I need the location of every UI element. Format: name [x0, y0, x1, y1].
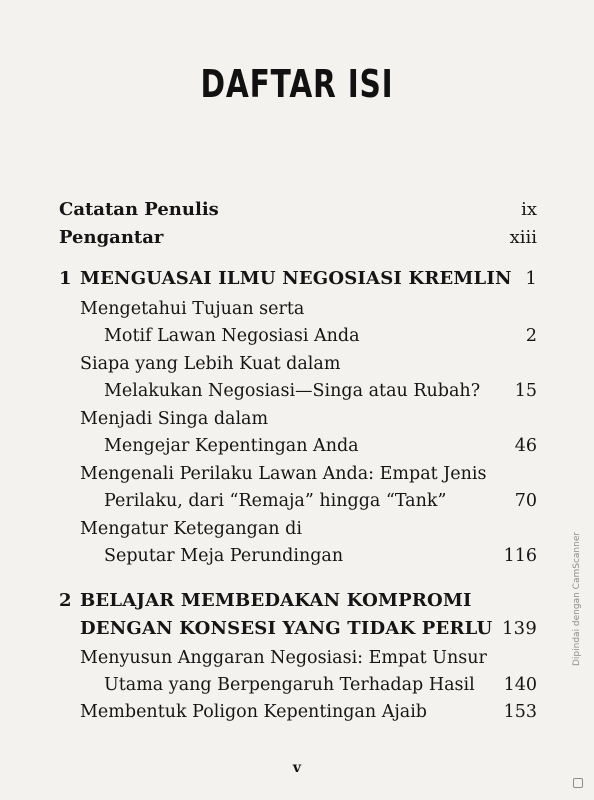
toc-page-number: 70 [514, 491, 537, 511]
toc-entry [0, 294, 594, 324]
toc-entry-continuation [0, 486, 594, 516]
toc-entry-text: Melakukan Negosiasi—Singa atau Rubah? [104, 381, 481, 401]
toc-page-number: 15 [514, 381, 537, 401]
toc-entry-continuation [0, 376, 594, 406]
toc-entry-continuation [0, 541, 594, 571]
toc-front-item [0, 195, 594, 225]
toc-entry-text: Menyusun Anggaran Negosiasi: Empat Unsur [80, 648, 487, 668]
toc-chapter-heading [0, 264, 594, 294]
toc-entry-text: Siapa yang Lebih Kuat dalam [80, 354, 341, 374]
toc-entry-text: Utama yang Berpengaruh Terhadap Hasil [104, 675, 475, 695]
toc-entry [0, 404, 594, 434]
toc-page-number: 139 [502, 618, 537, 639]
toc-entry-text: Mengetahui Tujuan serta [80, 299, 305, 319]
toc-entry-text: Seputar Meja Perundingan [104, 546, 344, 566]
toc-front-label: Pengantar [59, 227, 164, 248]
toc-page-number: 46 [514, 436, 537, 456]
toc-page-number: 2 [525, 326, 537, 346]
page-title: DAFTAR ISI [200, 62, 394, 106]
toc-entry-text: Mengatur Ketegangan di [80, 519, 302, 539]
toc-entry [0, 349, 594, 379]
toc-entry-continuation [0, 321, 594, 351]
toc-page-number: ix [521, 199, 537, 220]
toc-chapter-heading [0, 586, 594, 616]
toc-front-label: Catatan Penulis [59, 199, 219, 220]
toc-entry-text: Motif Lawan Negosiasi Anda [104, 326, 360, 346]
toc-chapter-heading-continuation [0, 614, 594, 644]
chapter-title: DENGAN KONSESI YANG TIDAK PERLU [80, 618, 493, 639]
toc-entry-continuation [0, 670, 594, 700]
toc-entry-continuation [0, 431, 594, 461]
toc-front-item [0, 223, 594, 253]
toc-entry-text: Perilaku, dari “Remaja” hingga “Tank” [104, 491, 447, 511]
chapter-number: 1 [59, 268, 72, 289]
chapter-title: MENGUASAI ILMU NEGOSIASI KREMLIN [80, 268, 512, 289]
toc-entry [0, 643, 594, 673]
toc-entry-text: Membentuk Poligon Kepentingan Ajaib [80, 702, 427, 722]
scanner-watermark: Dipindai dengan CamScanner [572, 531, 582, 666]
toc-page-number: xiii [509, 227, 537, 248]
toc-entry-text: Mengejar Kepentingan Anda [104, 436, 359, 456]
toc-entry-text: Menjadi Singa dalam [80, 409, 269, 429]
toc-page-number: 140 [503, 675, 537, 695]
toc-entry-text: Mengenali Perilaku Lawan Anda: Empat Jenis [80, 464, 487, 484]
camscanner-icon [573, 778, 583, 788]
toc-page-number: 116 [503, 546, 537, 566]
chapter-number: 2 [59, 590, 72, 611]
toc-entry [0, 459, 594, 489]
chapter-title: BELAJAR MEMBEDAKAN KOMPROMI [80, 590, 472, 611]
toc-entry [0, 514, 594, 544]
page-folio: v [292, 760, 302, 776]
toc-page-number: 153 [503, 702, 537, 722]
toc-entry [0, 697, 594, 727]
toc-page-number: 1 [525, 268, 537, 289]
